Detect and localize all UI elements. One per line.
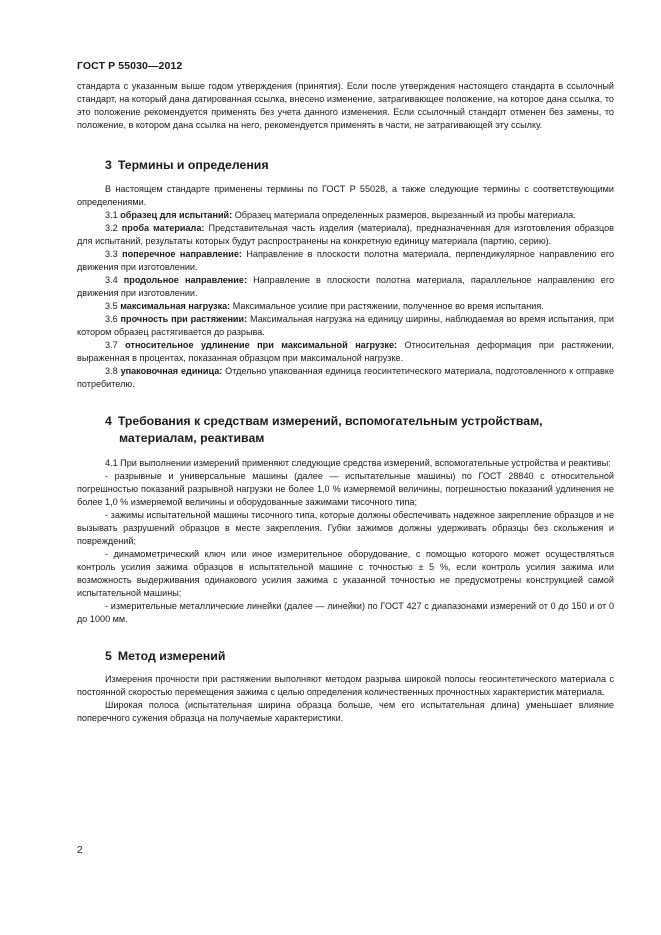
section-5-title: Метод измерений	[117, 649, 226, 663]
document-header: ГОСТ Р 55030—2012	[77, 60, 183, 72]
section-4-heading	[77, 413, 614, 447]
list-item: - разрывные и универсальные машины (далее — испытательные машины) по ГОСТ 28840 с относительной погрешностью показаний разрывной нагрузки не более 1,0 % измеряемой величины, погрешностью показаний удлинения не более 1,0 % измеряемой величины и оборудованные зажимами тисочного типа;	[77, 471, 614, 507]
section-5-heading	[77, 648, 614, 665]
page-content	[77, 80, 614, 725]
section-3-title: Термины и определения	[117, 158, 269, 172]
term-definition: Отдельно упакованная единица геосинтетического материала, подготовленного к отправке потребителю.	[77, 366, 614, 389]
list-item: - зажимы испытательной машины тисочного типа, которые должны обеспечивать надежное закрепление образцов и не вызывать разрушений образцов в месте закрепления. Губки зажимов должны удерживать образцы без скольжения и повреждений;	[77, 510, 614, 546]
intro-paragraph: стандарта с указанным выше годом утверждения (принятия). Если после утверждения настоящего стандарта в ссылочный стандарт, на который дана датированная ссылка, внесено изменение, затрагивающее положение, на которое дана ссылка, то это положение рекомендуется применять без учета данного изменения. Если ссылочный стандарт отменен без замены, то положение, в котором дана ссылка на него, рекомендуется применять в части, не затрагивающей эту ссылку.	[77, 81, 614, 130]
section-4-title-line2: материалам, реактивам	[119, 431, 265, 445]
section-4-number: 4	[105, 414, 112, 428]
term-name: образец для испытаний:	[120, 210, 233, 220]
term-definition: Направление в плоскости полотна материала, перпендикулярное направлению его движения при изготовлении.	[77, 249, 614, 272]
term-name: поперечное направление:	[122, 249, 242, 259]
section-5-paragraph: Широкая полоса (испытательная ширина образца больше, чем его испытательная длина) уменьшает влияние поперечного сужения образца на получаемые характеристики.	[77, 700, 614, 723]
term-item: 3.4 продольное направление: Направление в плоскости полотна материала, параллельное направлению его движения при изготовлении.	[77, 275, 615, 298]
term-definition: Максимальное усилие при растяжении, полученное во время испытания.	[230, 301, 544, 311]
term-item: 3.2 проба материала: Представительная часть изделия (материала), предназначенная для изготовления образцов для испытаний, результаты которых будут распространены на конкретную единицу материала (партию, серию).	[77, 223, 615, 246]
section-4-title-line1: Требования к средствам измерений, вспомогательным устройствам,	[117, 414, 543, 428]
term-definition: Представительная часть изделия (материала), предназначенная для изготовления образцов для испытаний, результаты которых будут распространены на конкретную единицу материала (партию, серию).	[77, 223, 615, 246]
section-3-intro: В настоящем стандарте применены термины по ГОСТ Р 55028, а также следующие термины с соответствующими определениями.	[77, 184, 614, 207]
term-definition: Направление в плоскости полотна материала, параллельное направлению его движения при изготовлении.	[77, 275, 615, 298]
term-name: проба материала:	[121, 223, 205, 233]
term-name: относительное удлинение при максимальной нагрузке:	[125, 340, 398, 350]
term-definition: Образец материала определенных размеров, вырезанный из пробы материала.	[232, 210, 576, 220]
term-item: 3.8 упаковочная единица: Отдельно упакованная единица геосинтетического материала, подготовленного к отправке потребителю.	[77, 366, 614, 389]
term-name: максимальная нагрузка:	[120, 301, 231, 311]
section-3-heading	[77, 157, 614, 174]
term-item: 3.6 прочность при растяжении: Максимальная нагрузка на единицу ширины, наблюдаемая во время испытания, при котором образец растягивается до разрыва.	[77, 314, 614, 337]
section-5-number: 5	[105, 649, 112, 663]
list-item: - динамометрический ключ или иное измерительное оборудование, с помощью которого может осуществляться контроль усилия зажима образцов в испытательной машине с точностью ± 5 %, если контроль усилия зажима или возможность выдерживания одинакового усилия зажима с указанной точностью не предусмотрены конструкцией самой испытательной машины;	[77, 549, 614, 598]
term-definition: Относительная деформация при растяжении, выраженная в процентах, показанная образцом при максимальной нагрузке.	[77, 340, 614, 363]
term-name: продольное направление:	[123, 275, 247, 285]
term-item: 3.5 максимальная нагрузка: Максимальное усилие при растяжении, полученное во время испытания.	[105, 301, 544, 311]
term-item: 3.3 поперечное направление: Направление в плоскости полотна материала, перпендикулярное направлению его движения при изготовлении.	[77, 249, 614, 272]
list-item: - измерительные металлические линейки (далее — линейки) по ГОСТ 427 с диапазонами измерений от 0 до 150 и от 0 до 1000 мм.	[77, 601, 614, 624]
term-definition: Максимальная нагрузка на единицу ширины, наблюдаемая во время испытания, при котором образец растягивается до разрыва.	[77, 314, 614, 337]
term-name: прочность при растяжении:	[120, 314, 248, 324]
section-4-intro: 4.1 При выполнении измерений применяют следующие средства измерений, вспомогательные устройства и реактивы:	[105, 458, 611, 468]
term-item: 3.7 относительное удлинение при максимальной нагрузке: Относительная деформация при растяжении, выраженная в процентах, показанная образцом при максимальной нагрузке.	[77, 340, 614, 363]
page-number: 2	[77, 845, 83, 856]
term-item: 3.1 образец для испытаний: Образец материала определенных размеров, вырезанный из пробы материала.	[105, 210, 576, 220]
section-3-number: 3	[105, 158, 112, 172]
section-5-paragraph: Измерения прочности при растяжении выполняют методом разрыва широкой полосы геосинтетического материала с постоянной скоростью перемещения зажима с целью определения количественных прочностных характеристик материала.	[77, 674, 614, 697]
term-name: упаковочная единица:	[120, 366, 223, 376]
